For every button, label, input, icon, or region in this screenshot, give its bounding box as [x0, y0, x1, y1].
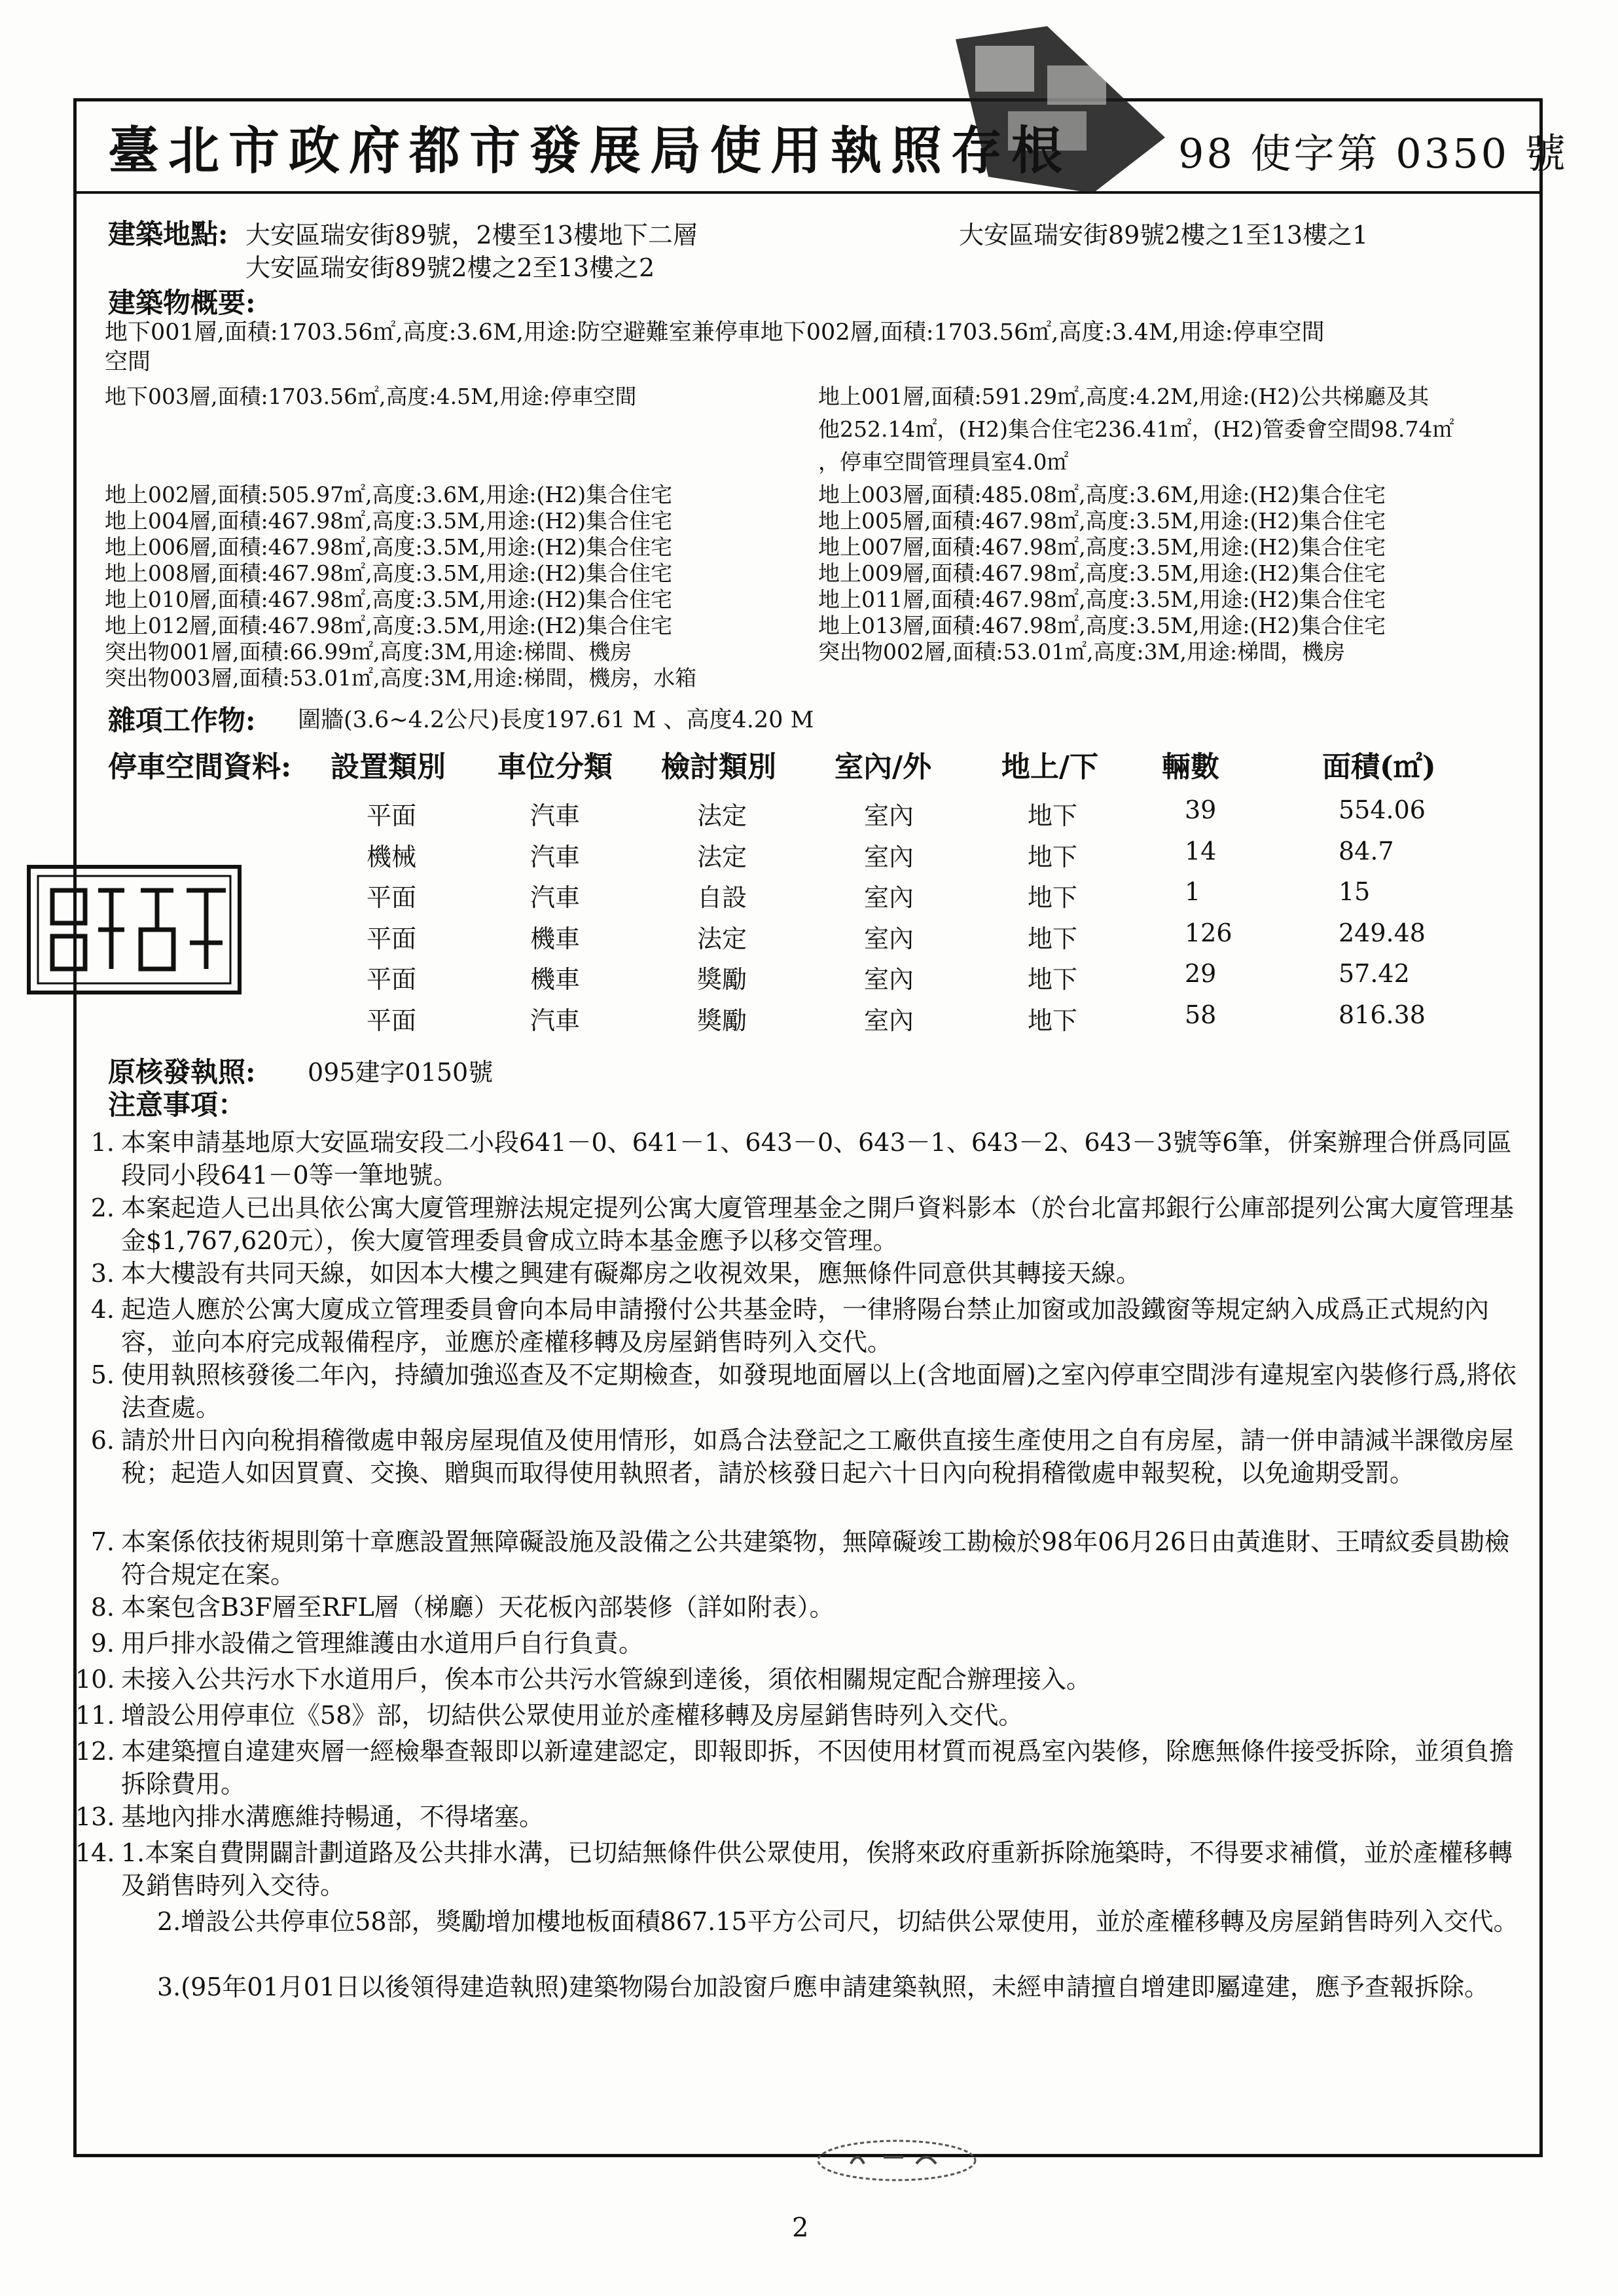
overview-right-4: 地上011層,面積:467.98㎡,高度:3.5M,用途:(H2)集合住宅: [818, 587, 1386, 612]
overview-left-5: 地上010層,面積:467.98㎡,高度:3.5M,用途:(H2)集合住宅: [105, 587, 673, 612]
overview-right-1: 地上005層,面積:467.98㎡,高度:3.5M,用途:(H2)集合住宅: [818, 508, 1386, 534]
note-item: 7. 本案係依技術規則第十章應設置無障礙設施及設備之公共建築物，無障礙竣工勘檢於98年06月26日由黃進財、王晴紋委員勘檢符合規定在案。: [90, 1527, 1510, 1589]
overview-right-first-0: 地上001層,面積:591.29㎡,高度:4.2M,用途:(H2)公共梯廳及其: [818, 384, 1429, 409]
parking-label: 停車空間資料:: [108, 750, 292, 784]
cell-count: 14: [1185, 837, 1217, 866]
overview-left-4: 地上008層,面積:467.98㎡,高度:3.5M,用途:(H2)集合住宅: [105, 560, 673, 586]
cell-count: 1: [1185, 877, 1201, 906]
cell-category: 機車: [530, 924, 581, 953]
note-item: 2. 本案起造人已出具依公寓大廈管理辦法規定提列公寓大廈管理基金之開戶資料影本（於台北富邦銀行公庫部提列公寓大廈管理基金$1,767,620元），俟大廈管理委員會成立時本基金應予以移交管理。: [90, 1194, 1515, 1255]
parking-header-review: 檢討類別: [661, 750, 776, 784]
cell-review: 法定: [697, 924, 747, 953]
frame-bottom-border: [73, 2154, 1543, 2157]
misc-label: 雜項工作物:: [108, 704, 256, 737]
cell-category: 汽車: [530, 801, 581, 830]
cell-review: 獎勵: [697, 965, 747, 994]
note-item: 3. 本大樓設有共同天線，如因本大樓之興建有礙鄰房之收視效果，應無條件同意供其轉接天線。: [90, 1259, 1142, 1288]
cell-indoor: 室內: [864, 924, 914, 953]
frame-right-border: [1539, 98, 1543, 2154]
note-item: 9. 用戶排水設備之管理維護由水道用戶自行負責。: [90, 1629, 644, 1658]
cell-area: 57.42: [1339, 959, 1410, 988]
cell-area: 84.7: [1339, 837, 1394, 866]
overview-right-first-1: 他252.14㎡，(H2)集合住宅236.41㎡，(H2)管委會空間98.74㎡: [818, 416, 1454, 442]
cell-indoor: 室內: [864, 1006, 914, 1035]
overview-left-7: 突出物001層,面積:66.99㎡,高度:3M,用途:梯間、機房: [105, 639, 632, 665]
note-item: 4. 起造人應於公寓大廈成立管理委員會向本局申請撥付公共基金時，一律將陽台禁止加窗或加設鐵窗等規定納入成爲正式規約內容，並向本府完成報備程序，並應於產權移轉及房屋銷售時列入交代。: [90, 1295, 1490, 1357]
note-item: 11. 增設公用停車位《58》部，切結供公眾使用並於產權移轉及房屋銷售時列入交代。: [75, 1701, 1024, 1730]
page-title: 臺北市政府都市發展局使用執照存根: [108, 121, 1072, 181]
original-permit-label: 原核發執照:: [108, 1056, 256, 1088]
overview-right-0: 地上003層,面積:485.08㎡,高度:3.6M,用途:(H2)集合住宅: [818, 482, 1386, 507]
overview-label: 建築物概要:: [108, 287, 256, 319]
cell-level: 地下: [1028, 924, 1078, 953]
cell-area: 249.48: [1339, 919, 1426, 947]
notes-label: 注意事項：: [108, 1089, 246, 1121]
overview-full-line2: 空間: [105, 349, 151, 375]
cell-type: 平面: [367, 965, 417, 994]
note-item: 6. 請於卅日內向稅捐稽徵處申報房屋現值及使用情形，如爲合法登記之工廠供直接生產使用之自有房屋，請一併申請減半課徵房屋稅；起造人如因買賣、交換、贈與而取得使用執照者，請於核發日起六十日內向稅捐稽徵處申報契稅，以免逾期受罰。: [90, 1426, 1515, 1487]
cell-level: 地下: [1028, 843, 1078, 871]
cell-level: 地下: [1028, 965, 1078, 994]
overview-right-5: 地上013層,面積:467.98㎡,高度:3.5M,用途:(H2)集合住宅: [818, 613, 1386, 638]
site-label: 建築地點:: [108, 218, 228, 250]
note-item: 13. 基地內排水溝應維持暢通，不得堵塞。: [75, 1802, 545, 1831]
overview-right-3: 地上009層,面積:467.98㎡,高度:3.5M,用途:(H2)集合住宅: [818, 560, 1386, 586]
note-item: 14. 1.本案自費開闢計劃道路及公共排水溝，已切結無條件供公眾使用，俟將來政府重新拆除施築時，不得要求補償，並於產權移轉及銷售時列入交待。: [75, 1838, 1513, 1900]
cell-count: 126: [1185, 919, 1232, 947]
cell-level: 地下: [1028, 801, 1078, 830]
site-line1: 大安區瑞安街89號，2樓至13樓地下二層: [245, 221, 698, 249]
overview-left-2: 地上004層,面積:467.98㎡,高度:3.5M,用途:(H2)集合住宅: [105, 508, 673, 534]
note14-sub-item: 2.增設公共停車位58部，獎勵增加樓地板面積867.15平方公司尺，切結供公眾使用，並於產權移轉及房屋銷售時列入交代。: [157, 1907, 1519, 1936]
cell-indoor: 室內: [864, 965, 914, 994]
cell-type: 平面: [367, 801, 417, 830]
note-item: 12. 本建築擅自違建夾層一經檢舉查報即以新違建認定，即報即拆，不因使用材質而視爲室內裝修，除應無條件接受拆除，並須負擔拆除費用。: [75, 1737, 1515, 1798]
overview-left-0: 地下003層,面積:1703.56㎡,高度:4.5M,用途:停車空間: [105, 384, 637, 409]
cell-category: 汽車: [530, 1006, 581, 1035]
site-line2: 大安區瑞安街89號2樓之2至13樓之2: [245, 253, 655, 282]
frame-top-border: [73, 98, 1539, 101]
seal-stamp-left-icon: [26, 864, 242, 995]
cell-type: 平面: [367, 883, 417, 912]
cell-area: 15: [1339, 877, 1371, 906]
overview-right-2: 地上007層,面積:467.98㎡,高度:3.5M,用途:(H2)集合住宅: [818, 534, 1386, 560]
permit-number: 98 使字第 0350 號: [1178, 130, 1568, 177]
note-item: 5. 使用執照核發後二年內，持續加強巡查及不定期檢查，如發現地面層以上(含地面層)之室內停車空間涉有違規室內裝修行爲,將依法查處。: [90, 1360, 1517, 1422]
misc-value: 圍牆(3.6~4.2公尺)長度197.61 M 、高度4.20 M: [298, 707, 814, 733]
cell-type: 平面: [367, 924, 417, 953]
cell-indoor: 室內: [864, 801, 914, 830]
parking-header-indoor: 室內/外: [835, 750, 932, 784]
note-item: 10. 未接入公共污水下水道用戶，俟本市公共污水管線到達後，須依相關規定配合辦理接入。: [75, 1665, 1092, 1694]
parking-header-count: 輛數: [1162, 750, 1219, 784]
overview-left-6: 地上012層,面積:467.98㎡,高度:3.5M,用途:(H2)集合住宅: [105, 613, 673, 638]
note-item: 8. 本案包含B3F層至RFL層（梯廳）天花板內部裝修（詳如附表）。: [90, 1593, 835, 1622]
cell-type: 平面: [367, 1006, 417, 1035]
cell-review: 自設: [697, 883, 747, 912]
page-number: 2: [792, 2213, 809, 2243]
cell-category: 汽車: [530, 843, 581, 871]
cell-review: 法定: [697, 801, 747, 830]
cell-level: 地下: [1028, 1006, 1078, 1035]
site-line1-right: 大安區瑞安街89號2樓之1至13樓之1: [959, 221, 1369, 249]
overview-full-line1: 地下001層,面積:1703.56㎡,高度:3.6M,用途:防空避難室兼停車地下002層,面積:1703.56㎡,高度:3.4M,用途:停車空間: [105, 319, 1325, 346]
cell-area: 816.38: [1339, 1000, 1426, 1029]
cell-count: 29: [1185, 959, 1217, 988]
cell-indoor: 室內: [864, 843, 914, 871]
parking-header-type: 設置類別: [331, 750, 446, 784]
title-separator: [73, 191, 1539, 194]
cell-indoor: 室內: [864, 883, 914, 912]
cell-category: 汽車: [530, 883, 581, 912]
parking-header-area: 面積(㎡): [1322, 750, 1436, 784]
parking-header-category: 車位分類: [497, 750, 613, 784]
cell-area: 554.06: [1339, 795, 1426, 824]
note-item: 1. 本案申請基地原大安區瑞安段二小段641－0、641－1、643－0、643－1、643－2、643－3號等6筆，併案辦理合併爲同區段同小段641－0等一筆地號。: [90, 1128, 1512, 1190]
cell-count: 39: [1185, 795, 1217, 824]
overview-right-6: 突出物002層,面積:53.01㎡,高度:3M,用途:梯間，機房: [818, 639, 1346, 665]
cell-category: 機車: [530, 965, 581, 994]
overview-left-3: 地上006層,面積:467.98㎡,高度:3.5M,用途:(H2)集合住宅: [105, 534, 673, 560]
note14-sub-item: 3.(95年01月01日以後領得建造執照)建築物陽台加設窗戶應申請建築執照，未經申請擅自增建即屬違建，應予查報拆除。: [157, 1973, 1489, 2001]
original-permit-value: 095建字0150號: [308, 1058, 494, 1087]
overview-left-1: 地上002層,面積:505.97㎡,高度:3.6M,用途:(H2)集合住宅: [105, 482, 673, 507]
parking-header-level: 地上/下: [1001, 750, 1099, 784]
cell-level: 地下: [1028, 883, 1078, 912]
cell-review: 獎勵: [697, 1006, 747, 1035]
overview-left-8: 突出物003層,面積:53.01㎡,高度:3M,用途:梯間，機房，水箱: [105, 665, 697, 691]
cell-type: 機械: [367, 843, 417, 871]
stamp-bottom-icon: [812, 2134, 982, 2187]
overview-right-first-2: ，停車空間管理員室4.0㎡: [818, 449, 1069, 475]
cell-review: 法定: [697, 843, 747, 871]
cell-count: 58: [1185, 1000, 1217, 1029]
